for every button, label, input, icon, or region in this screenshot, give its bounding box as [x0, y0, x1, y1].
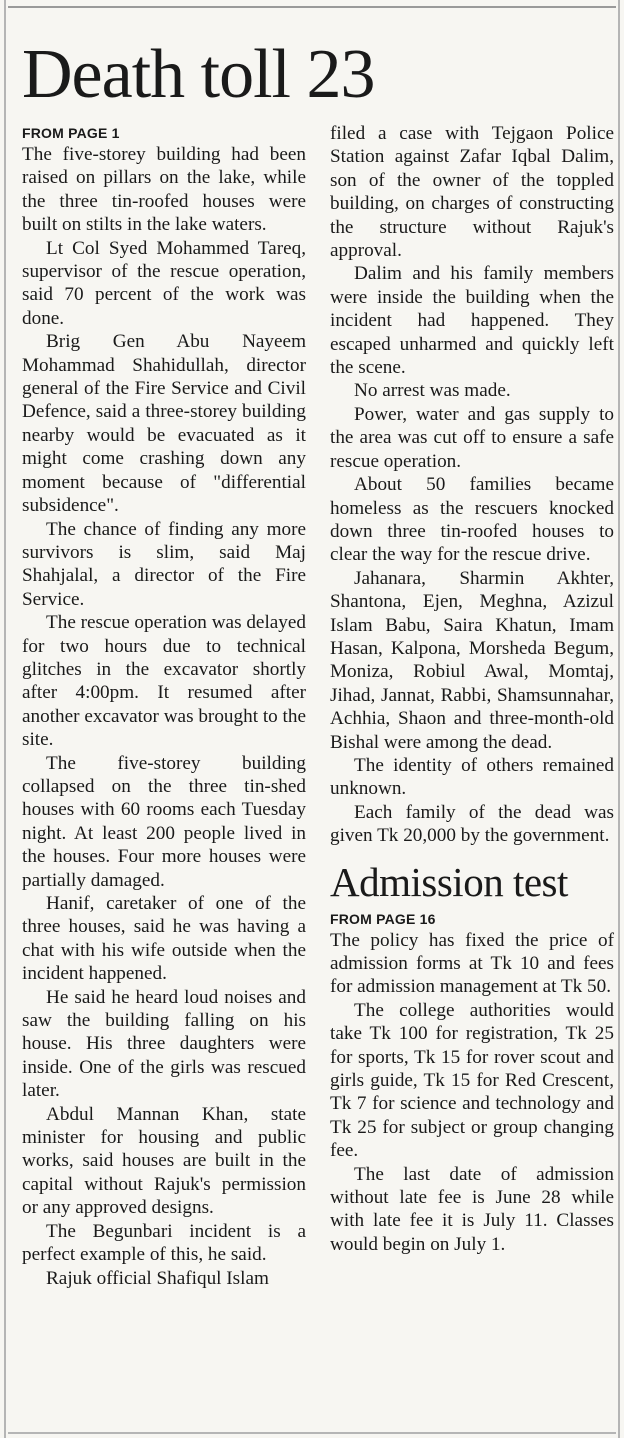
kicker-from-page-1: FROM PAGE 1 — [22, 125, 120, 141]
paragraph: The last date of admission without late fee is June 28 while with late fee it is July 11. Classes would begin on July 1. — [330, 1163, 614, 1255]
paragraph: The five-storey building collapsed on the three tin-shed houses with 60 rooms each Tuesday night. At least 200 people lived in the houses. Four more houses were partially damaged. — [22, 752, 306, 891]
paragraph: The college authorities would take Tk 100 for registration, Tk 25 for sports, Tk 15 for rover scout and girls guide, Tk 15 for Red Crescent, Tk 7 for science and technology and Tk 25 for subject or group changing fee. — [330, 999, 614, 1162]
paragraph: The chance of finding any more survivors is slim, said Maj Shahjalal, a director of the Fire Service. — [22, 518, 306, 610]
paragraph: Brig Gen Abu Nayeem Mohammad Shahidullah, director general of the Fire Service and Civil Defence, said a three-storey building nearby would be evacuated as it might come crashing down any moment because of "differential subsidence". — [22, 331, 306, 517]
paragraph: The policy has fixed the price of admission forms at Tk 10 and fees for admission management at Tk 50. — [330, 929, 614, 998]
paragraph: The five-storey building had been raised on pillars on the lake, while the three tin-roofed houses were built on stilts in the lake waters. — [22, 144, 306, 236]
kicker-from-page-16: FROM PAGE 16 — [330, 910, 436, 927]
paragraph: Jahanara, Sharmin Akhter, Shantona, Ejen, Meghna, Azizul Islam Babu, Saira Khatun, Imam Hasan, Kalpona, Morsheda Begum, Moniza, Robiul Awal, Momtaj, Jihad, Jannat, Rabbi, Shamsunnahar, Achhia, Shaon and three-month-old Bishal were among the dead. — [330, 567, 614, 753]
paragraph: Power, water and gas supply to the area was cut off to ensure a safe rescue operation. — [330, 403, 614, 472]
paragraph: The rescue operation was delayed for two hours due to technical glitches in the excavator shortly after 4:00pm. It resumed after another excavator was brought to the site. — [22, 612, 306, 751]
right-column-rule — [618, 0, 620, 1438]
top-rule — [8, 6, 616, 8]
paragraph: Hanif, caretaker of one of the three houses, said he was having a chat with his wife outside when the incident happened. — [22, 893, 306, 985]
paragraph: No arrest was made. — [354, 380, 511, 402]
paragraph: Each family of the dead was given Tk 20,000 by the government. — [330, 801, 614, 847]
bottom-rule — [8, 1432, 616, 1434]
left-column — [22, 124, 306, 1290]
left-column-rule — [4, 0, 6, 1438]
paragraph: Lt Col Syed Mohammed Tareq, supervisor of the rescue operation, said 70 percent of the work was done. — [22, 237, 306, 329]
paragraph: He said he heard loud noises and saw the building falling on his house. His three daughters were inside. One of the girls was rescued later. — [22, 986, 306, 1102]
headline-admission-test: Admission test — [330, 858, 568, 905]
paragraph-continued: filed a case with Tejgaon Police Station against Zafar Iqbal Dalim, son of the owner of the toppled building, on charges of constructing the structure without Rajuk's approval. — [330, 123, 614, 262]
paragraph: Abdul Mannan Khan, state minister for housing and public works, said houses are built in the capital without Rajuk's permission or any approved designs. — [22, 1103, 306, 1219]
headline-death-toll: Death toll 23 — [22, 36, 375, 113]
paragraph: Rajuk official Shafiqul Islam — [46, 1267, 269, 1289]
paragraph: Dalim and his family members were inside the building when the incident had happened. They escaped unharmed and quickly left the scene. — [330, 263, 614, 379]
paragraph: The Begunbari incident is a perfect example of this, he said. — [22, 1220, 306, 1266]
paragraph: The identity of others remained unknown. — [330, 754, 614, 800]
paragraph: About 50 families became homeless as the rescuers knocked down three tin-roofed houses to clear the way for the rescue drive. — [330, 474, 614, 566]
right-column — [330, 122, 614, 1256]
